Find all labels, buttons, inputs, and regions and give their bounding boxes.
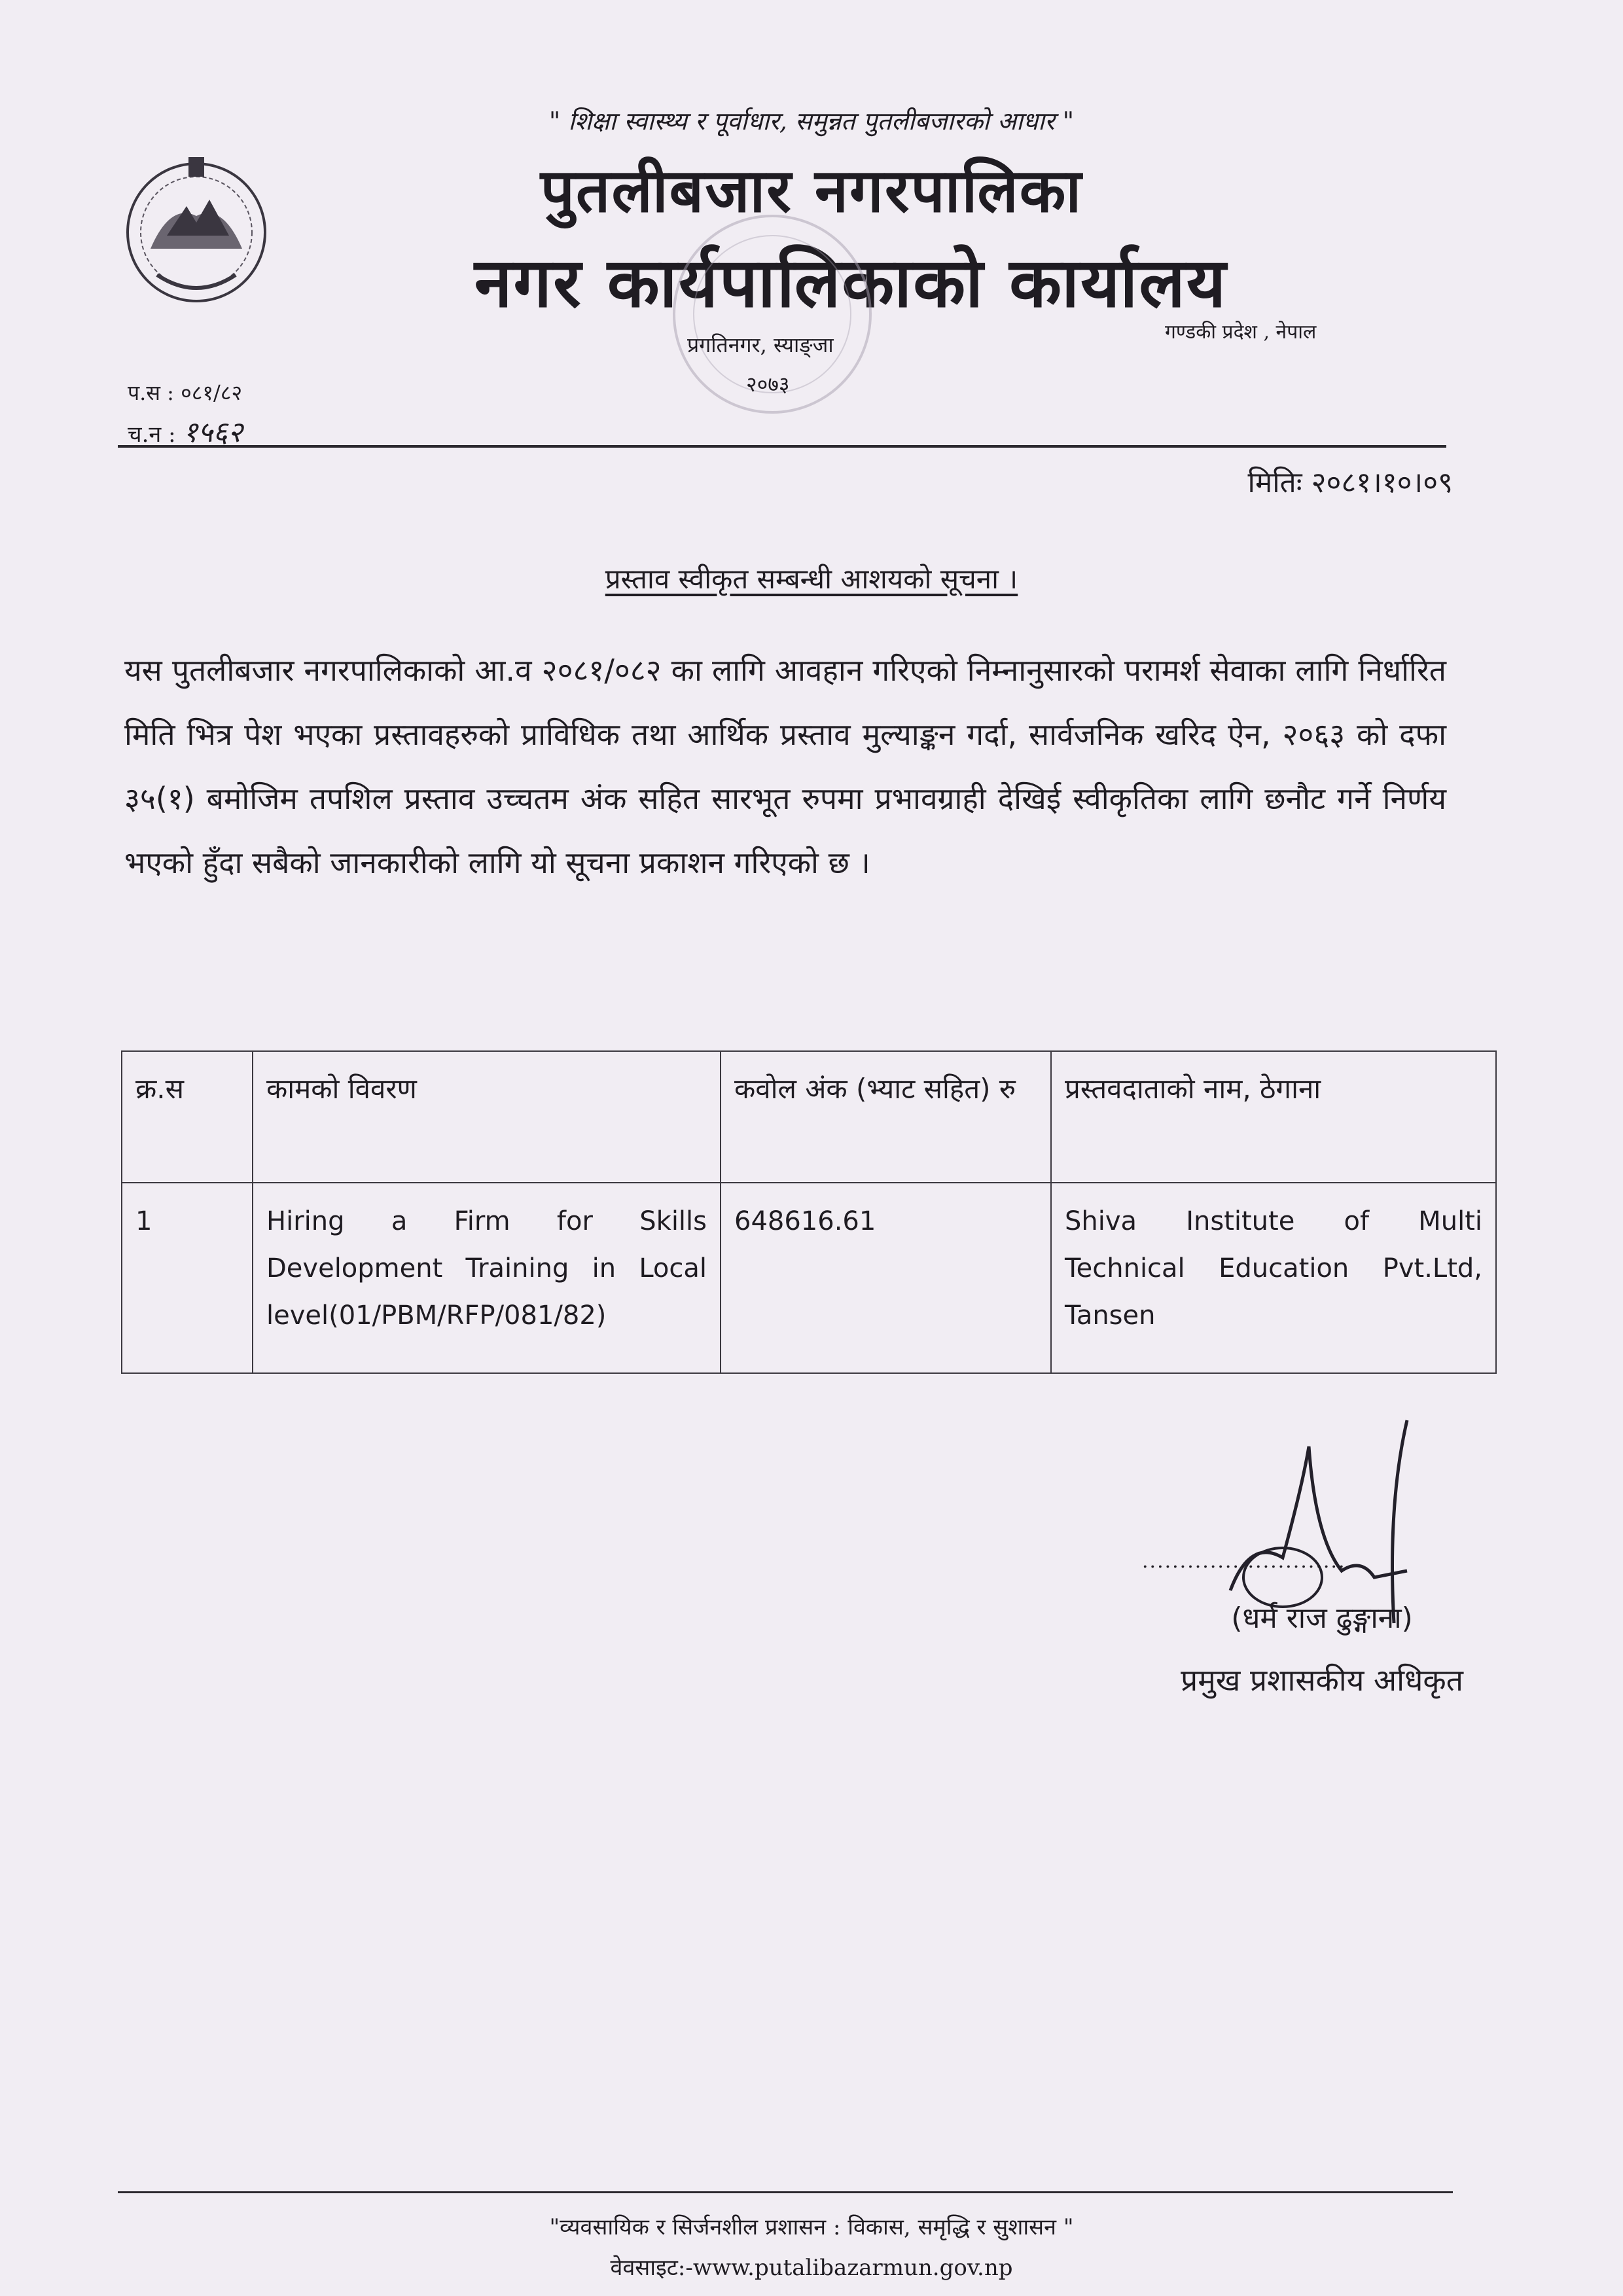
footer-slogan: "व्यवसायिक र सिर्जनशील प्रशासन : विकास, समृद्धि र सुशासन ": [549, 2214, 1074, 2240]
header-motto: " शिक्षा स्वास्थ्य र पूर्वाधार, समुन्नत पुतलीबजारको आधार ": [548, 107, 1075, 135]
footer-website: वेवसाइट:-www.putalibazarmun.gov.np: [610, 2255, 1013, 2281]
bid-table: [121, 1050, 1497, 1374]
reference-ps: [128, 378, 242, 406]
signatory-name: (धर्म राज ढुङ्गाना): [1231, 1602, 1413, 1635]
office-name: नगर कार्यपालिकाको कार्यालय: [474, 242, 1228, 323]
signature-line: ...........................: [1142, 1550, 1346, 1573]
signatory-title: प्रमुख प्रशासकीय अधिकृत: [1181, 1662, 1463, 1698]
address-label: प्रगतिनगर, स्याङ्जा: [687, 332, 834, 357]
established-year: २०७३: [746, 372, 790, 397]
table-row: [122, 1183, 1496, 1373]
row-bidder: Shiva Institute of Multi Technical Education Pvt.Ltd, Tansen: [1051, 1183, 1496, 1373]
reference-cn: [128, 411, 243, 450]
cn-value: १५६२: [183, 416, 243, 449]
header-bidder: प्रस्तवदाताको नाम, ठेगाना: [1051, 1051, 1496, 1183]
ps-value: ०८१/८२: [181, 380, 243, 405]
subject-text: प्रस्ताव स्वीकृत सम्बन्धी आशयको सूचना ।: [605, 563, 1018, 595]
ps-label: प.स :: [128, 380, 174, 405]
notice-body: यस पुतलीबजार नगरपालिकाको आ.व २०८१/०८२ का लागि आवहान गरिएको निम्नानुसारको परामर्श सेवाका लागि निर्धारित मिति भित्र पेश भएका प्रस्तावहरुको प्राविधिक तथा आर्थिक प्रस्ताव मुल्याङ्कन गर्दा, सार्वजनिक खरिद ऐन, २०६३ को दफा ३५(१) बमोजिम तपशिल प्रस्ताव उच्चतम अंक सहित सारभूत रुपमा प्रभावग्राही देखिई स्वीकृतिका लागि छनौट गर्ने निर्णय भएको हुँदा सबैको जानकारीको लागि यो सूचना प्रकाशन गरिएको छ ।: [124, 653, 1446, 880]
notice-subject: [0, 560, 1623, 597]
header-amount: कवोल अंक (भ्याट सहित) रु: [721, 1051, 1051, 1183]
cn-label: च.न :: [128, 422, 176, 448]
province-label: गण्डकी प्रदेश , नेपाल: [1165, 321, 1317, 344]
header-sn: क्र.स: [122, 1051, 253, 1183]
header-divider: [118, 445, 1446, 448]
table-header-row: [122, 1051, 1496, 1183]
document-date: मितिः २०८१।१०।०९: [1247, 466, 1453, 499]
municipality-name: पुतलीबजार नगरपालिका: [540, 155, 1083, 226]
header-description: कामको विवरण: [253, 1051, 721, 1183]
row-amount: 648616.61: [721, 1183, 1051, 1373]
row-description: Hiring a Firm for Skills Development Training in Local level(01/PBM/RFP/081/82): [253, 1183, 721, 1373]
row-sn: 1: [122, 1183, 253, 1373]
footer-divider: [118, 2191, 1453, 2193]
